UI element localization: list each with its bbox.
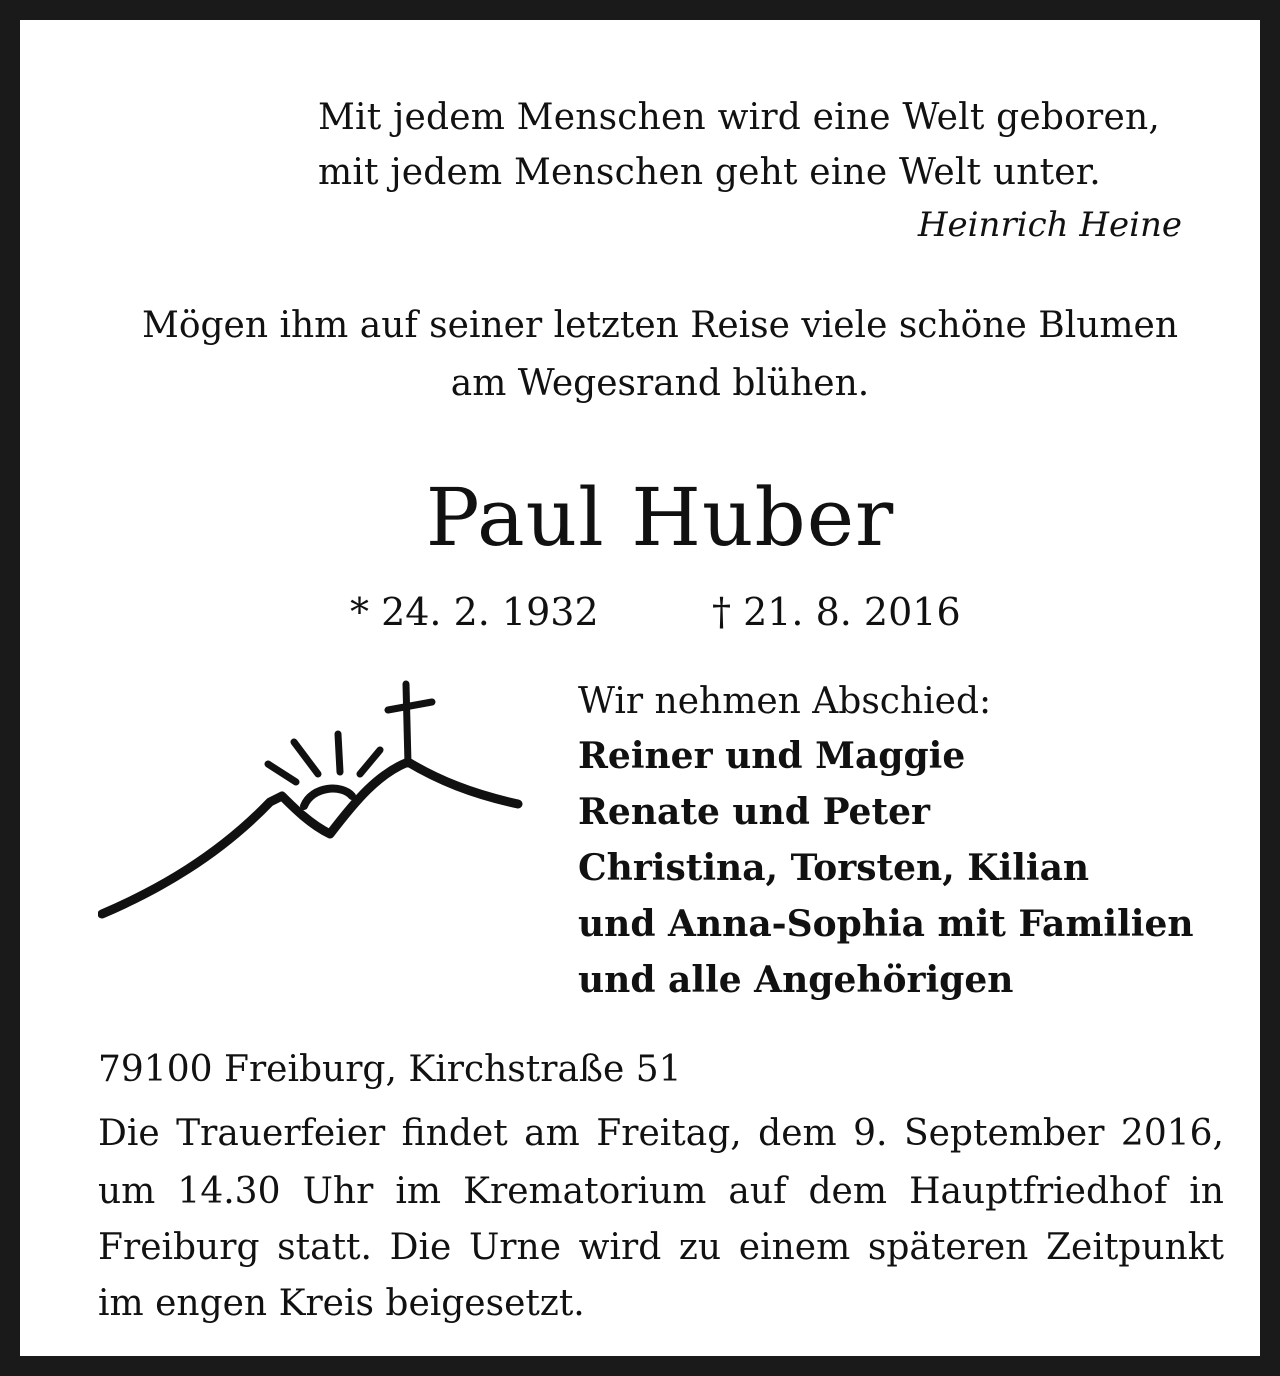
wish-line-2: am Wegesrand blühen. — [450, 363, 870, 404]
birth-date: * 24. 2. 1932 — [350, 590, 599, 634]
mourner-line: Christina, Torsten, Kilian — [578, 847, 1090, 889]
ceremony-line: Freiburg statt. Die Urne wird zu einem späteren Zeitpunkt — [98, 1227, 1224, 1268]
wish-line-1: Mögen ihm auf seiner letzten Reise viele schöne Blumen — [141, 305, 1179, 346]
mourner-line: und alle Angehörigen — [578, 959, 1014, 1001]
quote-author: Heinrich Heine — [917, 205, 1182, 245]
ceremony-line: Die Trauerfeier findet am Freitag, dem 9. September 2016, — [98, 1113, 1224, 1154]
mourner-line: und Anna-Sophia mit Familien — [578, 903, 1194, 945]
ceremony-line: um 14.30 Uhr im Krematorium auf dem Hauptfriedhof in — [98, 1171, 1224, 1212]
quote-line-2: mit jedem Menschen geht eine Welt unter. — [318, 152, 1101, 193]
quote-line-1: Mit jedem Menschen wird eine Welt geboren, — [318, 97, 1160, 138]
address: 79100 Freiburg, Kirchstraße 51 — [98, 1049, 682, 1090]
mountain-sun-cross-icon — [98, 676, 528, 926]
deceased-name: Paul Huber — [425, 471, 895, 564]
death-date: † 21. 8. 2016 — [712, 590, 961, 634]
mourners-intro: Wir nehmen Abschied: — [578, 681, 992, 722]
mourner-line: Renate und Peter — [578, 791, 930, 833]
ceremony-line: im engen Kreis beigesetzt. — [98, 1283, 585, 1324]
mourner-line: Reiner und Maggie — [578, 735, 966, 777]
